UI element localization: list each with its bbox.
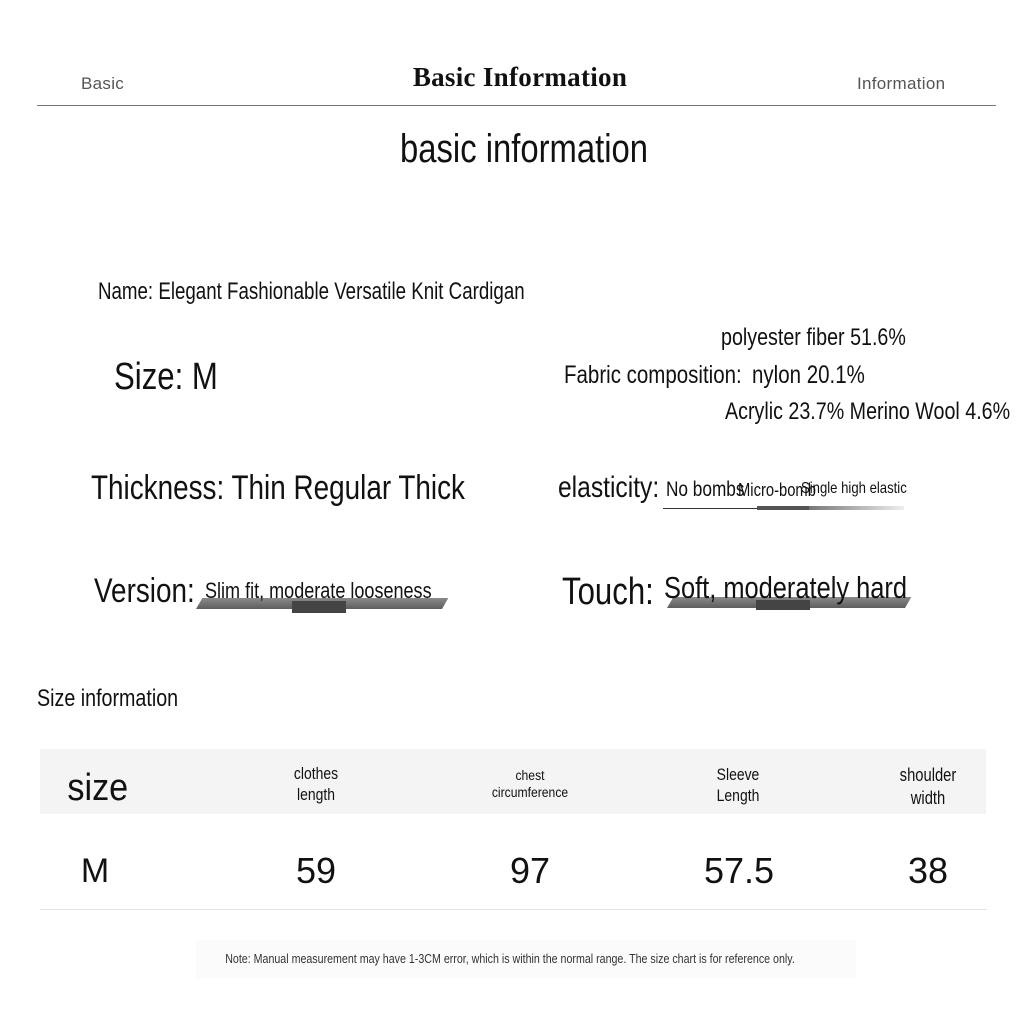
product-name: Name: Elegant Fashionable Versatile Knit Cardigan <box>98 278 525 305</box>
fabric-line-3: Acrylic 23.7% Merino Wool 4.6% <box>725 398 1011 425</box>
cell-size: M <box>80 852 110 890</box>
elasticity-label: elasticity: <box>558 471 660 504</box>
header-sleeve-length: Sleeve Length <box>716 765 760 806</box>
touch-label: Touch: <box>562 571 654 613</box>
fabric-line-1: polyester fiber 51.6% <box>721 324 906 351</box>
section-title: basic information <box>400 127 648 171</box>
version-value: Slim fit, moderate looseness <box>205 578 432 603</box>
elasticity-option-single-high-elastic: Single high elastic <box>801 480 907 497</box>
elasticity-scale-bar <box>663 506 904 510</box>
cell-sleeve-length: 57.5 <box>703 850 775 891</box>
measurement-note: Note: Manual measurement may have 1-3CM error, which is within the normal range. The size chart is for reference only. <box>225 951 795 966</box>
elasticity-option-micro-bomb: Micro-bomb <box>738 480 816 500</box>
cell-shoulder-width: 38 <box>907 850 949 891</box>
size-info-title: Size information <box>37 685 179 712</box>
header-shoulder-width: shoulder width <box>899 765 957 808</box>
table-row-divider <box>40 909 987 910</box>
fabric-line-2: nylon 20.1% <box>752 361 865 389</box>
touch-value: Soft, moderately hard <box>664 570 908 605</box>
header-right-label: Information <box>857 74 946 93</box>
product-size: Size: M <box>114 356 218 398</box>
header-size: size <box>67 767 129 809</box>
header-chest-circumference: chest circumference <box>491 768 569 800</box>
version-label: Version: <box>94 572 195 610</box>
fabric-label: Fabric composition: <box>564 361 742 389</box>
header-divider <box>37 105 996 106</box>
cell-clothes-length: 59 <box>295 850 337 891</box>
cell-chest-circumference: 97 <box>509 850 551 891</box>
thickness: Thickness: Thin Regular Thick <box>91 469 465 507</box>
elasticity-option-no-bombs: No bombs <box>666 478 745 501</box>
header-left-label: Basic <box>81 74 125 93</box>
header-clothes-length: clothes length <box>293 764 339 805</box>
header-title: Basic Information <box>412 62 628 92</box>
